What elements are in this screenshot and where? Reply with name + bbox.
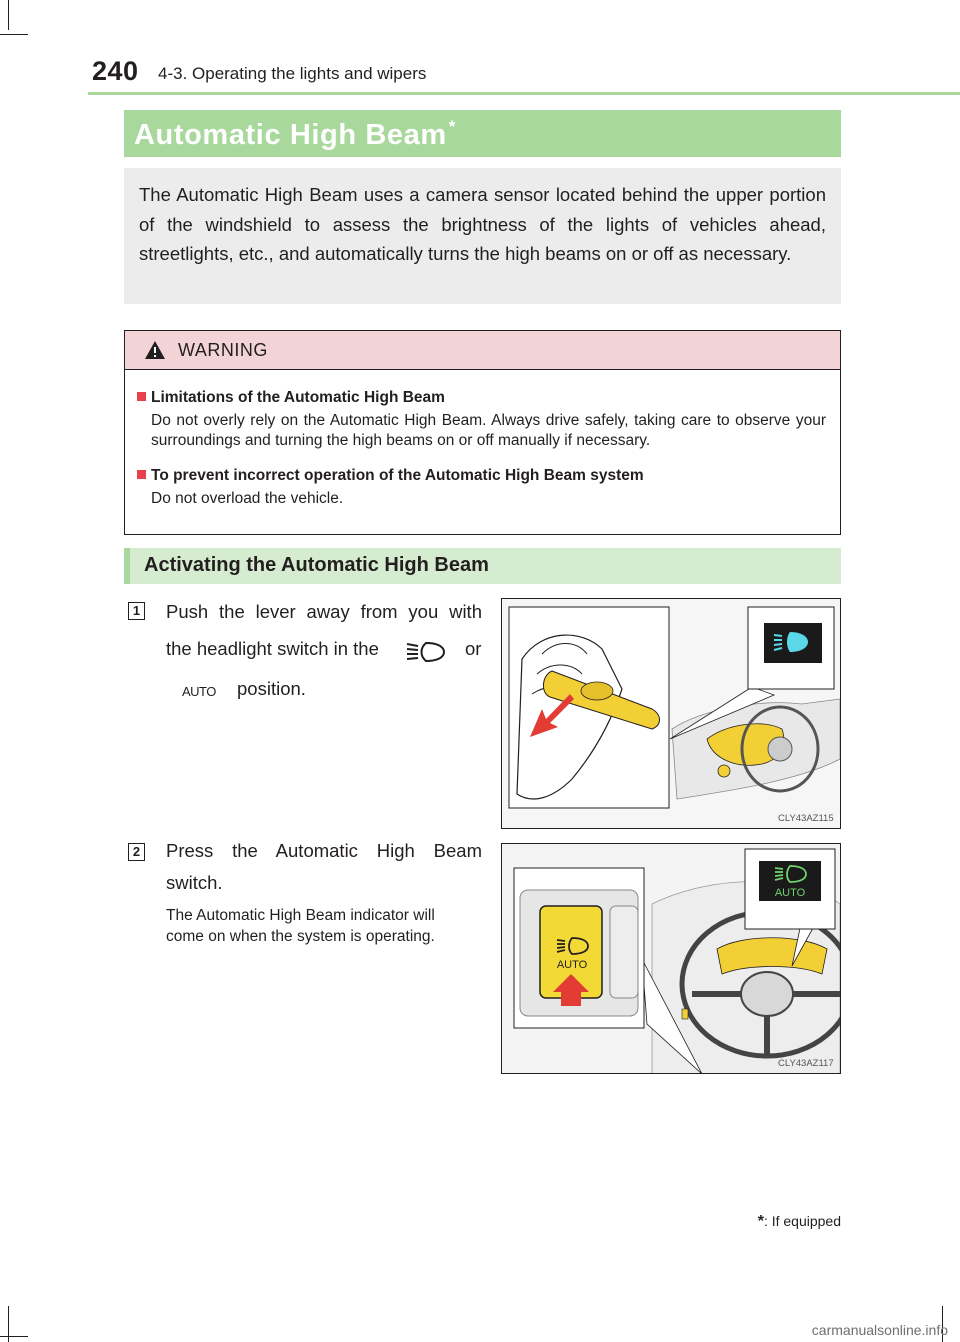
crop-mark <box>8 0 9 30</box>
switch-illustration-drawing <box>502 844 841 1074</box>
step-2-note-line-2: come on when the system is operating. <box>166 928 435 945</box>
main-heading-text <box>134 119 456 152</box>
warning-title: WARNING <box>178 340 268 360</box>
crop-mark <box>0 34 28 35</box>
section-title: 4-3. Operating the lights and wipers <box>158 64 427 83</box>
illustration-lever <box>501 598 841 829</box>
warning-item-title: To prevent incorrect operation of the Automatic High Beam system <box>151 467 644 484</box>
warning-box <box>124 330 841 535</box>
footnote-star: * <box>757 1213 764 1230</box>
intro-box <box>124 168 841 304</box>
switch-auto-text: AUTO <box>556 959 588 971</box>
step-1-line-3: position. <box>237 678 306 699</box>
header-rule <box>88 92 960 95</box>
step-2-line-2: switch. <box>166 872 223 893</box>
illustration-caption: CLY43AZ117 <box>778 1058 834 1069</box>
warning-header <box>125 331 840 370</box>
auto-position-icon: AUTO <box>182 684 216 699</box>
sub-heading <box>124 548 841 584</box>
warning-item-title: Limitations of the Automatic High Beam <box>151 389 445 406</box>
page-number: 240 <box>92 56 139 86</box>
watermark: carmanualsonline.info <box>811 1322 948 1338</box>
illustration-switch <box>501 843 841 1074</box>
warning-item <box>137 467 826 509</box>
step-1-line-2-after: or <box>465 638 482 659</box>
footnote-text: : If equipped <box>763 1213 841 1229</box>
step-1-line-1: Push the lever away from you with <box>166 601 482 622</box>
step-2-line-1: Press the Automatic High Beam <box>166 840 482 861</box>
main-heading <box>124 110 841 157</box>
bullet-square-icon <box>137 392 146 401</box>
step-2-note-line-1: The Automatic High Beam indicator will <box>166 907 435 924</box>
indicator-auto-text: AUTO <box>774 887 806 899</box>
step-number-1: 1 <box>128 602 145 620</box>
main-heading-label: Automatic High Beam <box>134 119 447 151</box>
step-number-2: 2 <box>128 843 145 861</box>
footnote <box>758 1213 841 1231</box>
equipped-star: * <box>448 117 456 136</box>
sub-heading-text: Activating the Automatic High Beam <box>144 554 489 576</box>
sub-heading-bar <box>124 548 130 584</box>
crop-mark <box>0 1336 28 1337</box>
lever-illustration-drawing <box>502 599 841 829</box>
warning-item-body: Do not overly rely on the Automatic High Beam. Always drive safely, taking care to observe your surroundings and turning the high beams on or off manually if necessary. <box>151 412 826 449</box>
warning-triangle-icon <box>144 340 166 360</box>
intro-text: The Automatic High Beam uses a camera sensor located behind the upper portion of the windshield to assess the brightness of the lights of vehicles ahead, streetlights, etc., and automatically turns the high beams on or off as necessary. <box>139 184 826 264</box>
warning-item-body: Do not overload the vehicle. <box>151 490 344 507</box>
warning-item <box>137 389 826 451</box>
bullet-square-icon <box>137 470 146 479</box>
headlight-low-beam-icon <box>404 640 450 664</box>
illustration-caption: CLY43AZ115 <box>778 813 834 824</box>
step-1-line-2: the headlight switch in the <box>166 638 379 659</box>
